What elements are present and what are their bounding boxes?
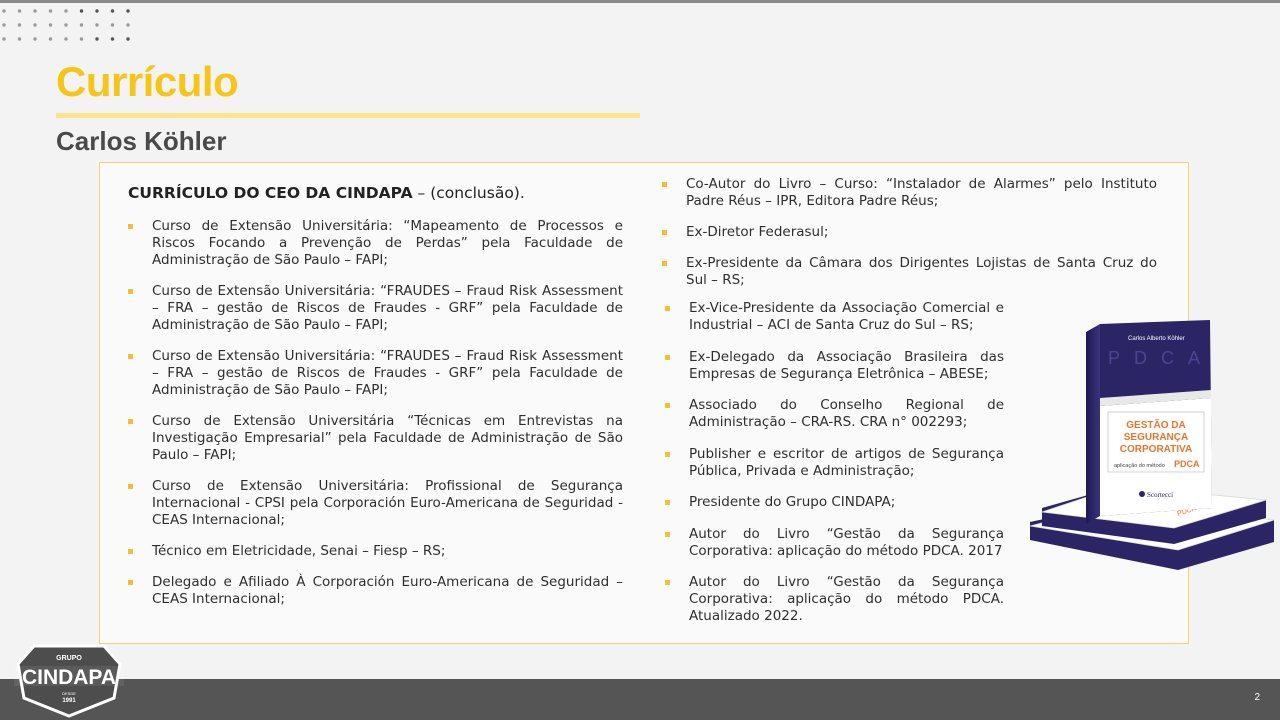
decorative-dot (111, 23, 114, 26)
decorative-dot (126, 23, 129, 26)
slide-subtitle: Carlos Köhler (56, 126, 227, 156)
book-cover-image (1028, 318, 1276, 580)
decorative-dot (49, 23, 52, 26)
book-author: Carlos Alberto Köhler (1128, 336, 1185, 342)
list-item: Autor do Livro “Gestão da Segurança Corporativa: aplicação do método PDCA. 2017 (665, 526, 1004, 560)
decorative-dot (49, 37, 52, 40)
logo-top-text: GRUPO (56, 655, 82, 662)
section-heading-bold: CURRÍCULO DO CEO DA CINDAPA (128, 184, 413, 202)
book-upright (1086, 320, 1214, 524)
list-item: Curso de Extensão Universitária: Profissional de Segurança Internacional - CPSI pela Corporación Euro-Americana de Seguridad - CEAS Internacional; (128, 478, 623, 529)
decorative-dot (80, 37, 83, 40)
book-title-line2: SEGURANÇA (1123, 432, 1189, 443)
decorative-dot-grid (0, 8, 135, 44)
list-item: Associado do Conselho Regional de Administração – CRA-RS. CRA n° 002293; (665, 397, 1004, 431)
list-item: Ex-Vice-Presidente da Associação Comercial e Industrial – ACI de Santa Cruz do Sul – RS; (665, 300, 1004, 334)
right-bottom-bullet-list (665, 300, 1004, 640)
page-number: 2 (1254, 692, 1260, 703)
section-heading-suffix: – (conclusão). (412, 184, 525, 202)
book-title-line1: GESTÃO DA (1126, 420, 1186, 431)
decorative-dot (126, 9, 129, 12)
book-title-line3: CORPORATIVA (1119, 444, 1193, 455)
decorative-dot (2, 9, 5, 12)
section-heading (128, 184, 525, 202)
list-item: Ex-Presidente da Câmara dos Dirigentes Lojistas de Santa Cruz do Sul – RS; (662, 255, 1157, 289)
decorative-dot (64, 37, 67, 40)
cindapa-logo (12, 640, 126, 718)
logo-since-text: DESDE (62, 691, 76, 696)
decorative-dot (33, 23, 36, 26)
decorative-dot (111, 9, 114, 12)
book-subtitle-prefix: aplicação do método (1114, 463, 1165, 469)
svg-text:PDCA: PDCA (1176, 505, 1198, 518)
decorative-dot (33, 9, 36, 12)
top-border (0, 0, 1280, 3)
logo-year-text: 1991 (62, 698, 76, 704)
list-item: Delegado e Afiliado À Corporación Euro-Americana de Seguridad – CEAS Internacional; (128, 574, 623, 608)
decorative-dot (2, 23, 5, 26)
decorative-dot (95, 23, 98, 26)
decorative-dot (33, 37, 36, 40)
list-item: Publisher e escritor de artigos de Segurança Pública, Privada e Administração; (665, 446, 1004, 480)
decorative-dot (95, 9, 98, 12)
decorative-dot (111, 37, 114, 40)
book-cover-watermark: PDCA (1108, 348, 1215, 368)
decorative-dot (80, 9, 83, 12)
decorative-dot (49, 9, 52, 12)
publisher-icon (1139, 491, 1145, 497)
logo-main-text: CINDAPA (21, 666, 117, 689)
list-item: Curso de Extensão Universitária: “FRAUDES – Fraud Risk Assessment – FRA – gestão de Riscos de Fraudes - GRF” pela Faculdade de Administração de São Paulo – FAPI; (128, 348, 623, 399)
right-top-bullet-list (662, 176, 1157, 303)
list-item: Curso de Extensão Universitária: “FRAUDES – Fraud Risk Assessment – FRA – gestão de Riscos de Fraudes - GRF” pela Faculdade de Administração de São Paulo – FAPI; (128, 283, 623, 334)
list-item: Ex-Diretor Federasul; (662, 224, 1157, 241)
slide-title: Currículo (56, 58, 239, 105)
left-bullet-list (128, 218, 623, 622)
decorative-dot (80, 23, 83, 26)
list-item: Curso de Extensão Universitária “Técnicas em Entrevistas na Investigação Empresarial” pela Faculdade de Administração de São Paulo – FAPI; (128, 413, 623, 464)
list-item: Curso de Extensão Universitária: “Mapeamento de Processos e Riscos Focando a Prevenção de Perdas” pela Faculdade de Administração de São Paulo – FAPI; (128, 218, 623, 269)
list-item: Ex-Delegado da Associação Brasileira das Empresas de Segurança Eletrônica – ABESE; (665, 349, 1004, 383)
decorative-dot (64, 9, 67, 12)
decorative-dot (18, 37, 21, 40)
list-item: Técnico em Eletricidade, Senai – Fiesp – RS; (128, 543, 623, 560)
list-item: Autor do Livro “Gestão da Segurança Corporativa: aplicação do método PDCA. Atualizado 2022. (665, 574, 1004, 625)
book-subtitle-method: PDCA (1174, 459, 1200, 469)
book-publisher: Scortecci (1147, 491, 1174, 499)
decorative-dot (2, 37, 5, 40)
list-item: Co-Autor do Livro – Curso: “Instalador de Alarmes” pelo Instituto Padre Réus – IPR, Editora Padre Réus; (662, 176, 1157, 210)
footer-bar (0, 679, 1280, 720)
decorative-dot (126, 37, 129, 40)
decorative-dot (18, 9, 21, 12)
list-item: Presidente do Grupo CINDAPA; (665, 494, 1004, 511)
decorative-dot (18, 23, 21, 26)
decorative-dot (64, 23, 67, 26)
title-underline (56, 113, 640, 118)
decorative-dot (95, 37, 98, 40)
